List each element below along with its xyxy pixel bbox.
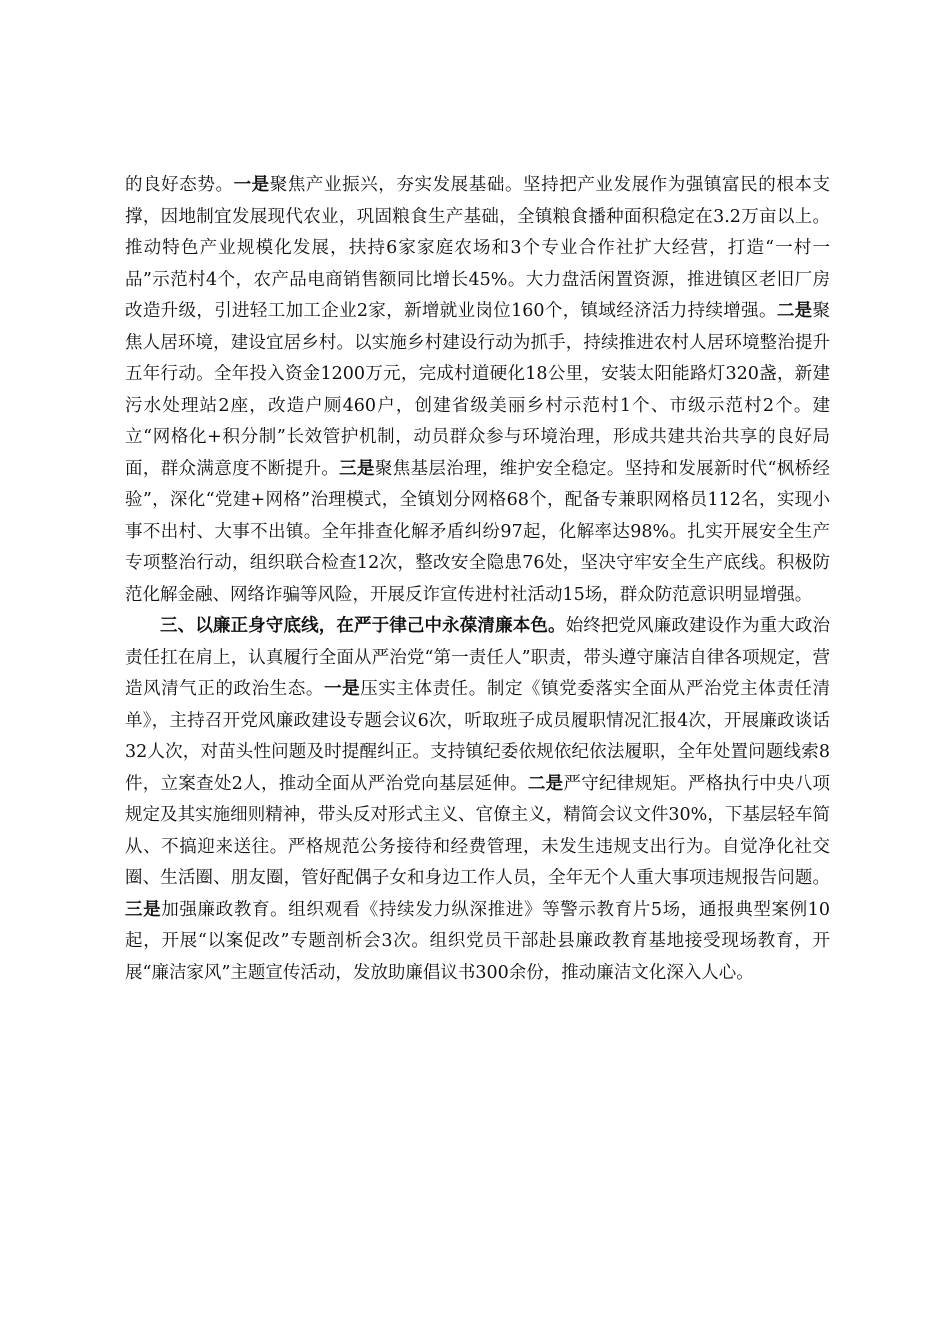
document-body — [125, 170, 830, 989]
text-run: 的良好态势。 — [125, 175, 234, 195]
paragraph-integrity-section — [125, 611, 830, 989]
text-run: 始终把党风廉政建设作为重大政治责任扛在肩上，认真履行全面从严治党“第一责任人”职责，带头遵守廉洁自律各项规定，营造风清气正的政治生态。 — [125, 616, 831, 699]
section-heading-three: 三、以廉正身守底线，在严于律己中永葆清廉本色。 — [160, 616, 566, 636]
text-run: 聚焦人居环境，建设宜居乡村。以实施乡村建设行动为抓手，持续推进农村人居环境整治提升五年行动。全年投入资金1200万元，完成村道硬化18公里，安装太阳能路灯320盏，新建污水处理站2座，改造户厕460户，创建省级美丽乡村示范村1个、市级示范村2个。建立“网格化+积分制”长效管护机制，动员群众参与环境治理，形成共建共治共享的良好局面，群众满意度不断提升。 — [125, 301, 830, 479]
bold-heading-three: 三是 — [125, 899, 162, 920]
bold-heading-three: 三是 — [339, 458, 375, 479]
text-run: 聚焦基层治理，维护安全稳定。坚持和发展新时代“枫桥经验”，深化“党建+网格”治理模式，全镇划分网格68个，配备专兼职网格员112名，实现小事不出村、大事不出镇。全年排查化解矛盾纠纷97起，化解率达98%。扎实开展安全生产专项整治行动，组织联合检查12次，整改安全隐患76处，坚决守牢安全生产底线。积极防范化解金融、网络诈骗等风险，开展反诈宣传进村社活动15场，群众防范意识明显增强。 — [125, 458, 831, 605]
bold-heading-two: 二是 — [776, 301, 813, 321]
text-run: 严守纪律规矩。严格执行中央八项规定及其实施细则精神，带头反对形式主义、官僚主义，精简会议文件30%，下基层轻车简从、不搞迎来送往。严格规范公务接待和经费管理，未发生违规支出行为。自觉净化社交圈、生活圈、朋友圈，管好配偶子女和身边工作人员，全年无个人重大事项违规报告问题。 — [125, 773, 831, 888]
bold-heading-one: 一是 — [324, 679, 361, 699]
text-run: 聚焦产业振兴，夯实发展基础。坚持把产业发展作为强镇富民的根本支撑，因地制宜发展现代农业，巩固粮食生产基础，全镇粮食播种面积稳定在3.2万亩以上。推动特色产业规模化发展，扶持6家家庭农场和3个专业合作社扩大经营，打造“一村一品”示范村4个，农产品电商销售额同比增长45%。大力盘活闲置资源，推进镇区老旧厂房改造升级，引进轻工加工企业2家，新增就业岗位160个，镇域经济活力持续增强。 — [125, 175, 831, 321]
text-run: 加强廉政教育。组织观看《持续发力纵深推进》等警示教育片5场，通报典型案例10起，开展“以案促改”专题剖析会3次。组织党员干部赴县廉政教育基地接受现场教育，开展“廉洁家风”主题宣传活动，发放助廉倡议书300余份，推动廉洁文化深入人心。 — [125, 899, 831, 983]
paragraph-rural-work — [125, 170, 830, 611]
text-run: 压实主体责任。制定《镇党委落实全面从严治党主体责任清单》，主持召开党风廉政建设专题会议6次，听取班子成员履职情况汇报4次，开展廉政谈话32人次，对苗头性问题及时提醒纠正。支持镇纪委依规依纪依法履职，全年处置问题线索8件，立案查处2人，推动全面从严治党向基层延伸。 — [125, 679, 831, 794]
bold-heading-two: 二是 — [527, 773, 564, 794]
bold-heading-one: 一是 — [233, 175, 270, 195]
